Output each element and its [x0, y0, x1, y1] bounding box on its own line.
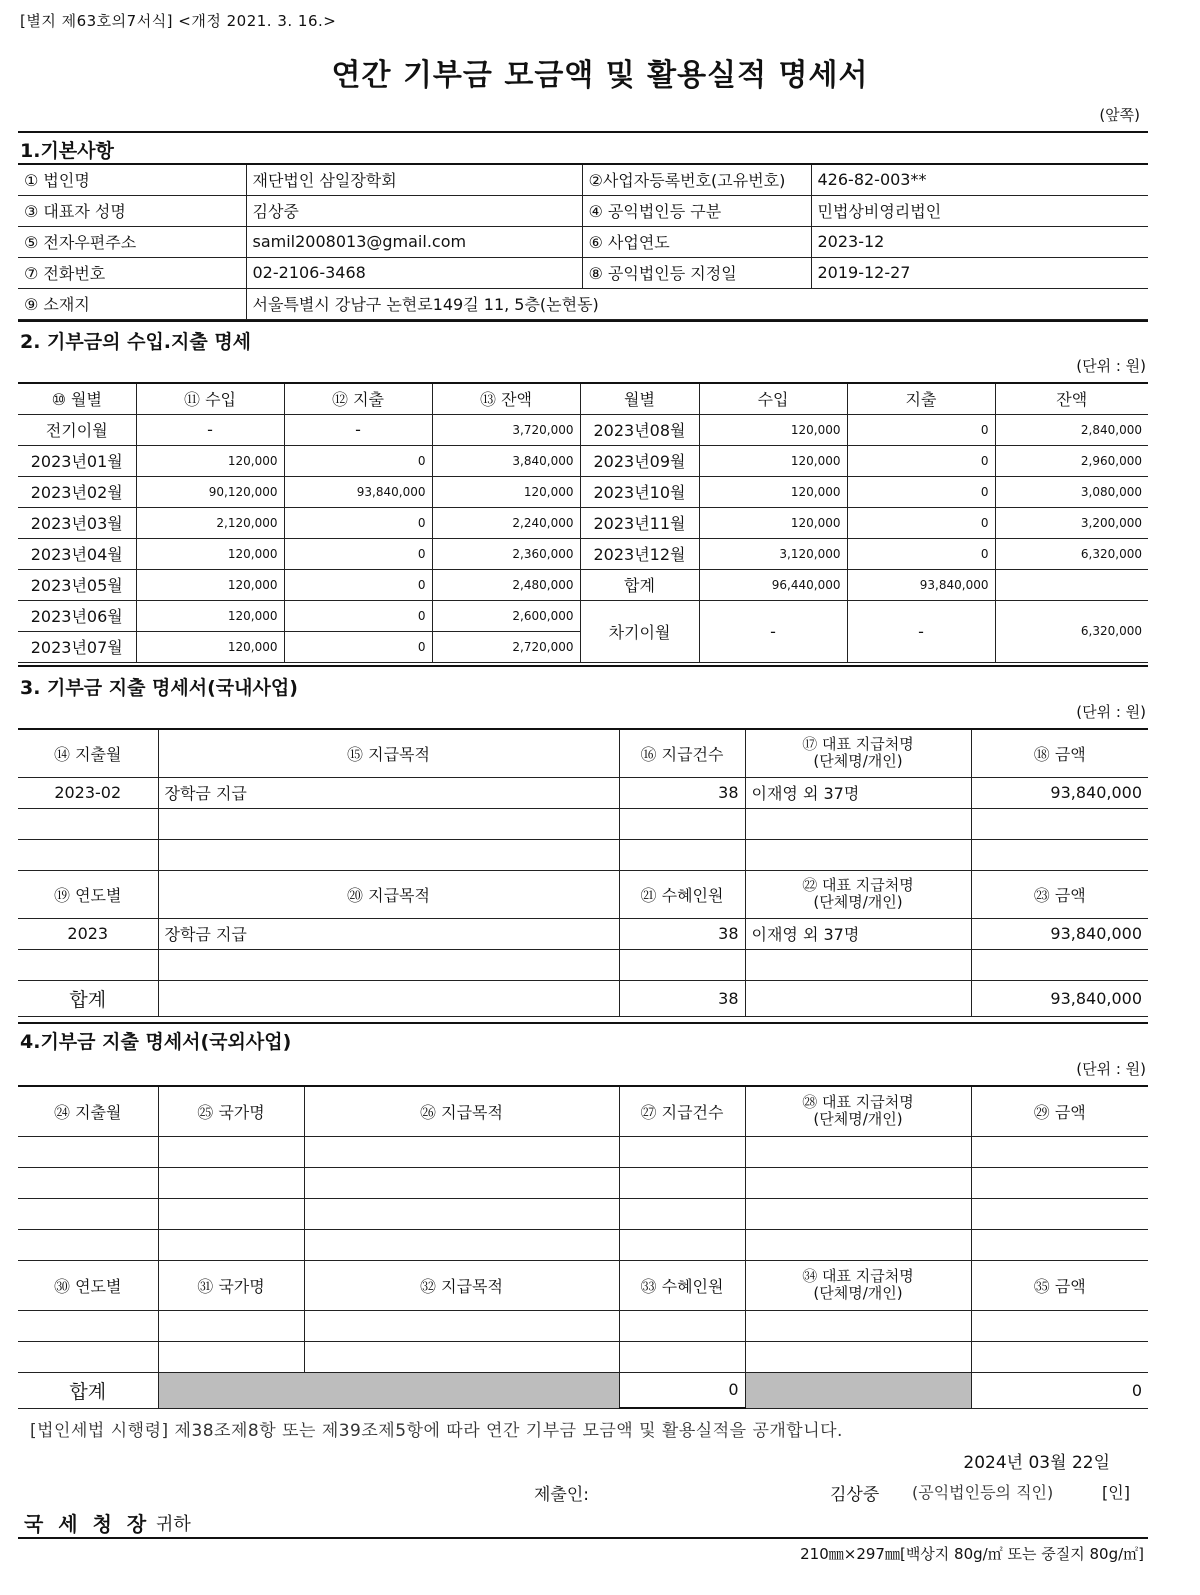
total-label: 합계	[18, 980, 158, 1016]
header-row	[18, 1086, 1148, 1136]
amount-cell: 93,840,000	[847, 569, 995, 600]
amount-cell: 120,000	[136, 445, 284, 476]
expense-cell	[158, 1198, 304, 1229]
expense-cell	[18, 949, 158, 980]
column-header: ㉜ 지급목적	[304, 1260, 619, 1310]
header-row	[18, 729, 1148, 777]
total-cell: 0	[619, 1372, 745, 1408]
amount-cell: 0	[847, 507, 995, 538]
amount-cell: 2,960,000	[995, 445, 1148, 476]
recipient: 국 세 청 장	[24, 1512, 151, 1536]
column-header: ⑩ 월별	[18, 383, 136, 414]
field-label: ⑥ 사업연도	[582, 226, 811, 257]
basic-info-row	[18, 164, 1148, 195]
expense-cell	[619, 1167, 745, 1198]
shaded-cell	[158, 1372, 619, 1408]
column-header: 잔액	[995, 383, 1148, 414]
shaded-cell	[745, 1372, 971, 1408]
expense-cell	[158, 1167, 304, 1198]
expense-cell	[158, 808, 619, 839]
carryover-expense: -	[847, 600, 995, 662]
expense-row	[18, 1229, 1148, 1260]
field-value: 2019-12-27	[811, 257, 1148, 288]
expense-cell: 이재영 외 37명	[745, 777, 971, 808]
expense-cell: 93,840,000	[971, 918, 1148, 949]
amount-cell: 0	[284, 507, 432, 538]
column-header: ⑪ 수입	[136, 383, 284, 414]
amount-cell	[995, 569, 1148, 600]
amount-cell: 0	[284, 600, 432, 631]
amount-cell: 2,240,000	[432, 507, 580, 538]
expense-cell	[304, 1310, 619, 1341]
amount-cell: 3,080,000	[995, 476, 1148, 507]
header-line-2: (단체명/개인)	[813, 893, 903, 911]
expense-cell	[745, 1136, 971, 1167]
expense-cell	[304, 1167, 619, 1198]
amount-cell: 6,320,000	[995, 538, 1148, 569]
amount-cell: 2,360,000	[432, 538, 580, 569]
page-side-label: (앞쪽)	[1099, 106, 1140, 124]
amount-cell: 120,000	[136, 569, 284, 600]
footer-rule	[18, 1537, 1148, 1539]
ledger-row	[18, 600, 1148, 631]
expense-row	[18, 1341, 1148, 1372]
column-header	[745, 1086, 971, 1136]
amount-cell: 2,120,000	[136, 507, 284, 538]
column-header: ⑳ 지급목적	[158, 870, 619, 918]
recipient-honorific: 귀하	[156, 1514, 191, 1535]
section2-top-rule	[18, 320, 1148, 322]
header-row	[18, 1260, 1148, 1310]
expense-cell	[745, 1229, 971, 1260]
column-header: 수입	[699, 383, 847, 414]
expense-cell	[304, 1136, 619, 1167]
income-expense-table	[18, 382, 1148, 663]
month-cell: 2023년02월	[18, 476, 136, 507]
field-label: ②사업자등록번호(고유번호)	[582, 164, 811, 195]
legal-note: [법인세법 시행령] 제38조제8항 또는 제39조제5항에 따라 연간 기부금 모금액 및 활용실적을 공개합니다.	[30, 1421, 843, 1441]
expense-cell	[304, 1198, 619, 1229]
field-value: samil2008013@gmail.com	[246, 226, 582, 257]
field-label: ⑦ 전화번호	[18, 257, 246, 288]
expense-cell	[971, 1198, 1148, 1229]
column-header: ㉗ 지급건수	[619, 1086, 745, 1136]
expense-cell	[971, 1229, 1148, 1260]
amount-cell: 120,000	[699, 445, 847, 476]
expense-cell	[619, 1341, 745, 1372]
field-value: 02-2106-3468	[246, 257, 582, 288]
field-label: ③ 대표자 성명	[18, 195, 246, 226]
expense-cell	[971, 839, 1148, 870]
document-title: 연간 기부금 모금액 및 활용실적 명세서	[331, 58, 869, 93]
amount-cell: 3,840,000	[432, 445, 580, 476]
amount-cell: -	[136, 414, 284, 445]
column-header: ㉚ 연도별	[18, 1260, 158, 1310]
expense-cell: 장학금 지급	[158, 777, 619, 808]
field-value: 민법상비영리법인	[811, 195, 1148, 226]
ledger-row	[18, 476, 1148, 507]
expense-cell: 장학금 지급	[158, 918, 619, 949]
amount-cell: -	[284, 414, 432, 445]
expense-cell	[18, 1136, 158, 1167]
basic-info-row	[18, 226, 1148, 257]
field-value: 김상중	[246, 195, 582, 226]
amount-cell: 120,000	[699, 414, 847, 445]
expense-cell	[745, 1310, 971, 1341]
section3-top-rule	[18, 665, 1148, 667]
basic-info-row	[18, 288, 1148, 319]
expense-cell	[158, 1229, 304, 1260]
total-cell	[158, 980, 619, 1016]
column-header: ㉔ 지출월	[18, 1086, 158, 1136]
expense-cell	[158, 1310, 304, 1341]
expense-cell	[745, 1341, 971, 1372]
column-header: ⑬ 잔액	[432, 383, 580, 414]
column-header: ㉙ 금액	[971, 1086, 1148, 1136]
section3-title: 3. 기부금 지출 명세서(국내사업)	[20, 677, 298, 699]
expense-cell: 93,840,000	[971, 777, 1148, 808]
expense-cell	[745, 808, 971, 839]
field-label: ⑤ 전자우편주소	[18, 226, 246, 257]
amount-cell: 0	[284, 538, 432, 569]
column-header: ㉕ 국가명	[158, 1086, 304, 1136]
amount-cell: 96,440,000	[699, 569, 847, 600]
amount-cell: 0	[847, 476, 995, 507]
amount-cell: 93,840,000	[284, 476, 432, 507]
expense-row	[18, 808, 1148, 839]
expense-cell	[18, 1341, 158, 1372]
amount-cell: 2,600,000	[432, 600, 580, 631]
amount-cell: 0	[847, 414, 995, 445]
expense-cell: 2023-02	[18, 777, 158, 808]
field-label: ⑧ 공익법인등 지정일	[582, 257, 811, 288]
amount-cell: 2,720,000	[432, 631, 580, 662]
expense-cell	[971, 808, 1148, 839]
section4-title: 4.기부금 지출 명세서(국외사업)	[20, 1031, 292, 1053]
basic-info-table	[18, 163, 1148, 320]
total-cell: 93,840,000	[971, 980, 1148, 1016]
month-cell: 2023년03월	[18, 507, 136, 538]
amount-cell: 120,000	[699, 507, 847, 538]
paper-spec: 210㎜×297㎜[백상지 80g/㎡ 또는 중질지 80g/㎡]	[800, 1545, 1144, 1563]
expense-cell	[18, 808, 158, 839]
month-cell: 2023년09월	[580, 445, 699, 476]
header-line-1: ⑰ 대표 지급처명	[802, 735, 914, 754]
expense-row	[18, 839, 1148, 870]
expense-cell	[18, 1229, 158, 1260]
column-header: ⑮ 지급목적	[158, 729, 619, 777]
header-line-2: (단체명/개인)	[813, 1110, 903, 1129]
form-number: [별지 제63호의7서식] <개정 2021. 3. 16.>	[20, 12, 337, 30]
field-label: ④ 공익법인등 구분	[582, 195, 811, 226]
month-cell: 2023년04월	[18, 538, 136, 569]
expense-row	[18, 1198, 1148, 1229]
column-header: ㉖ 지급목적	[304, 1086, 619, 1136]
expense-cell: 38	[619, 777, 745, 808]
expense-cell	[745, 1167, 971, 1198]
basic-info-row	[18, 195, 1148, 226]
amount-cell: 120,000	[136, 631, 284, 662]
month-cell: 합계	[580, 569, 699, 600]
month-cell: 2023년01월	[18, 445, 136, 476]
expense-cell	[745, 839, 971, 870]
submission-date: 2024년 03월 22일	[963, 1453, 1110, 1473]
expense-cell	[158, 1136, 304, 1167]
column-header	[745, 870, 971, 918]
header-row	[18, 383, 1148, 414]
amount-cell: 0	[284, 445, 432, 476]
expense-cell	[971, 1136, 1148, 1167]
header-line-1: ㉒ 대표 지급처명	[802, 876, 914, 894]
header-line-1: ㉘ 대표 지급처명	[802, 1093, 914, 1112]
expense-row	[18, 1136, 1148, 1167]
seal-mark: [인]	[1102, 1483, 1130, 1502]
total-cell	[745, 980, 971, 1016]
total-cell: 0	[971, 1372, 1148, 1408]
field-value: 426-82-003**	[811, 164, 1148, 195]
header-line-1: ㉞ 대표 지급처명	[802, 1267, 914, 1285]
column-header	[745, 1260, 971, 1310]
amount-cell: 0	[847, 445, 995, 476]
month-cell: 전기이월	[18, 414, 136, 445]
column-header: ⑭ 지출월	[18, 729, 158, 777]
amount-cell: 0	[847, 538, 995, 569]
header-line-2: (단체명/개인)	[813, 1284, 903, 1302]
expense-cell	[619, 839, 745, 870]
expense-cell	[619, 1229, 745, 1260]
expense-cell	[304, 1341, 619, 1372]
expense-cell	[971, 949, 1148, 980]
expense-row	[18, 1310, 1148, 1341]
column-header: ⑲ 연도별	[18, 870, 158, 918]
amount-cell: 0	[284, 569, 432, 600]
column-header: 지출	[847, 383, 995, 414]
section1-title: 1.기본사항	[20, 140, 114, 162]
column-header: ㉓ 금액	[971, 870, 1148, 918]
expense-cell	[619, 1136, 745, 1167]
amount-cell: 3,120,000	[699, 538, 847, 569]
expense-cell	[619, 949, 745, 980]
amount-cell: 2,840,000	[995, 414, 1148, 445]
month-cell: 2023년08월	[580, 414, 699, 445]
expense-cell	[158, 839, 619, 870]
expense-cell	[18, 1167, 158, 1198]
column-header: ⑯ 지급건수	[619, 729, 745, 777]
column-header: 월별	[580, 383, 699, 414]
expense-cell	[18, 839, 158, 870]
ledger-row	[18, 445, 1148, 476]
expense-cell	[745, 1198, 971, 1229]
column-header: ㉝ 수혜인원	[619, 1260, 745, 1310]
expense-cell: 이재영 외 37명	[745, 918, 971, 949]
expense-cell	[18, 1310, 158, 1341]
section4-unit: (단위 : 원)	[1076, 1060, 1146, 1078]
section1-top-rule	[18, 131, 1148, 133]
amount-cell: 90,120,000	[136, 476, 284, 507]
expense-cell: 2023	[18, 918, 158, 949]
amount-cell: 0	[284, 631, 432, 662]
column-header: ⑱ 금액	[971, 729, 1148, 777]
total-label: 합계	[18, 1372, 158, 1408]
submitter-role: (공익법인등의 직인)	[912, 1483, 1054, 1502]
expense-cell: 38	[619, 918, 745, 949]
ledger-row	[18, 569, 1148, 600]
month-cell: 2023년06월	[18, 600, 136, 631]
column-header: ㉑ 수혜인원	[619, 870, 745, 918]
month-cell: 2023년07월	[18, 631, 136, 662]
expense-row	[18, 777, 1148, 808]
expense-cell	[971, 1341, 1148, 1372]
amount-cell: 3,720,000	[432, 414, 580, 445]
amount-cell: 120,000	[136, 538, 284, 569]
field-label: ⑨ 소재지	[18, 288, 246, 319]
overseas-expense-table	[18, 1085, 1148, 1409]
total-row	[18, 980, 1148, 1016]
column-header: ㉛ 국가명	[158, 1260, 304, 1310]
total-row	[18, 1372, 1148, 1408]
expense-cell	[971, 1310, 1148, 1341]
expense-row	[18, 949, 1148, 980]
header-row	[18, 870, 1148, 918]
expense-cell	[304, 1229, 619, 1260]
section2-title: 2. 기부금의 수입.지출 명세	[20, 331, 252, 353]
expense-cell	[619, 1198, 745, 1229]
section2-unit: (단위 : 원)	[1076, 357, 1146, 375]
month-cell: 2023년12월	[580, 538, 699, 569]
expense-cell	[158, 1341, 304, 1372]
field-value: 재단법인 삼일장학회	[246, 164, 582, 195]
month-cell: 2023년05월	[18, 569, 136, 600]
field-value: 2023-12	[811, 226, 1148, 257]
domestic-expense-table	[18, 728, 1148, 1017]
month-cell: 2023년11월	[580, 507, 699, 538]
submitter-name: 김상중	[830, 1485, 880, 1505]
amount-cell: 120,000	[699, 476, 847, 507]
expense-cell	[745, 949, 971, 980]
expense-row	[18, 918, 1148, 949]
ledger-row	[18, 414, 1148, 445]
month-cell: 2023년10월	[580, 476, 699, 507]
basic-info-row	[18, 257, 1148, 288]
header-line-2: (단체명/개인)	[813, 752, 903, 771]
expense-cell	[18, 1198, 158, 1229]
column-header	[745, 729, 971, 777]
expense-cell	[619, 1310, 745, 1341]
section4-top-rule	[18, 1022, 1148, 1024]
expense-cell	[971, 1167, 1148, 1198]
expense-cell	[619, 808, 745, 839]
submitter-label: 제출인:	[534, 1485, 589, 1505]
amount-cell: 2,480,000	[432, 569, 580, 600]
expense-row	[18, 1167, 1148, 1198]
carryover-label: 차기이월	[580, 600, 699, 662]
column-header: ⑫ 지출	[284, 383, 432, 414]
field-label: ① 법인명	[18, 164, 246, 195]
total-cell: 38	[619, 980, 745, 1016]
section3-unit: (단위 : 원)	[1076, 703, 1146, 721]
amount-cell: 3,200,000	[995, 507, 1148, 538]
field-value: 서울특별시 강남구 논현로149길 11, 5층(논현동)	[246, 288, 1148, 319]
expense-cell	[158, 949, 619, 980]
amount-cell: 120,000	[432, 476, 580, 507]
carryover-income: -	[699, 600, 847, 662]
ledger-row	[18, 507, 1148, 538]
column-header: ㉟ 금액	[971, 1260, 1148, 1310]
ledger-row	[18, 538, 1148, 569]
carryover-balance: 6,320,000	[995, 600, 1148, 662]
amount-cell: 120,000	[136, 600, 284, 631]
